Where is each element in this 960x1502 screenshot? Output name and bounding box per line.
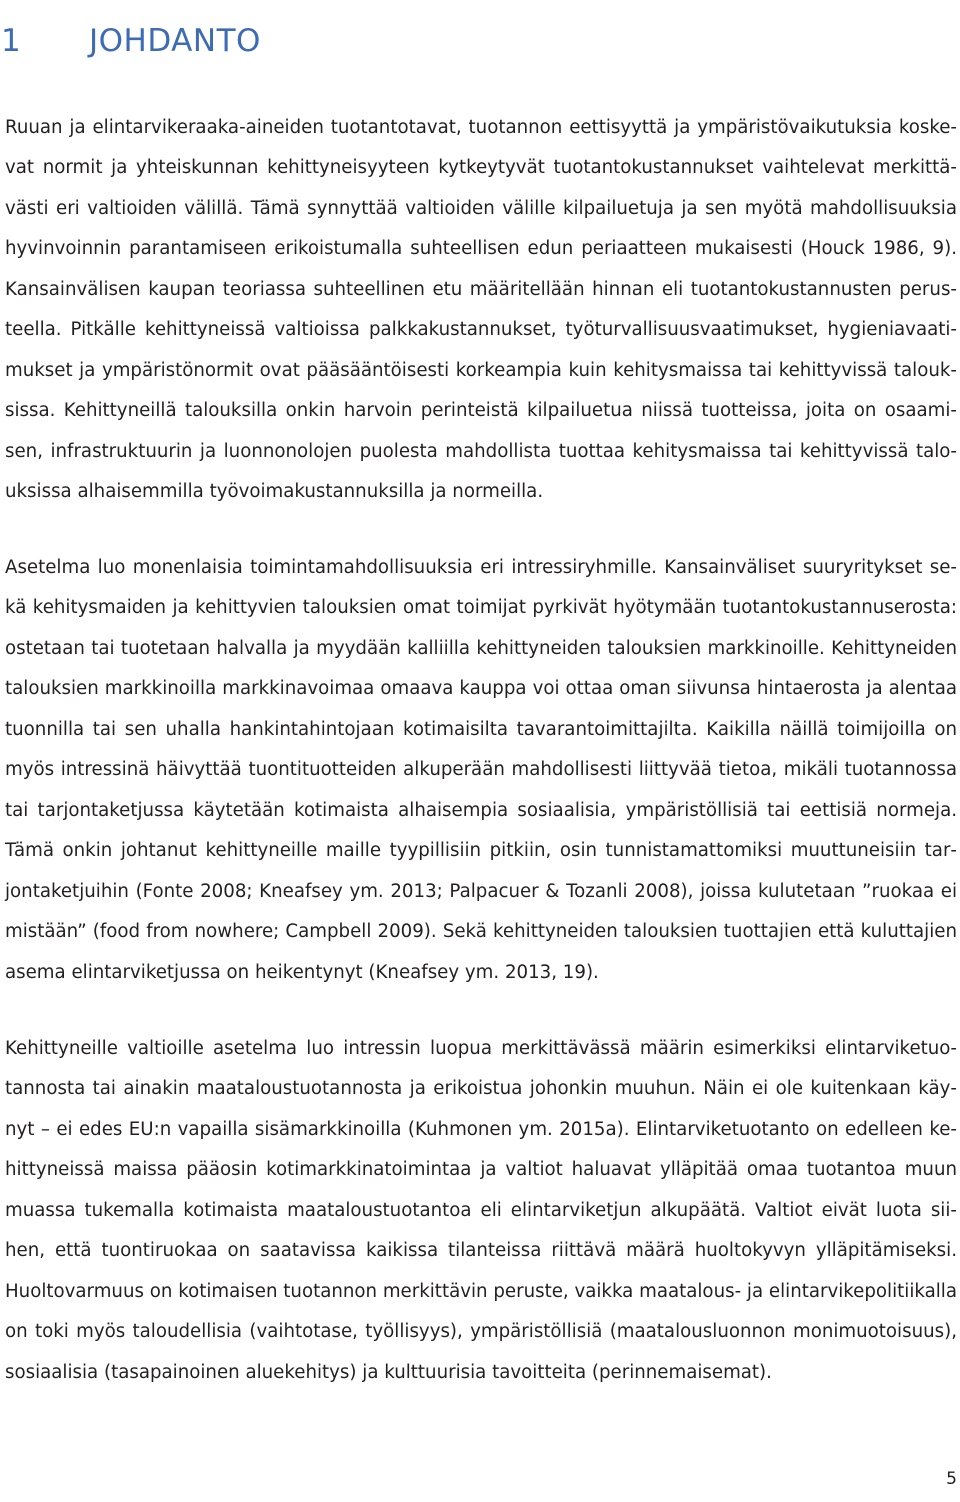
chapter-number: 1 — [1, 22, 22, 59]
chapter-heading — [0, 21, 261, 61]
chapter-title: JOHDANTO — [89, 22, 261, 59]
paragraph-1: Ruuan ja elintarvikeraaka-aineiden tuotantotavat, tuotannon eettisyyttä ja ympäristövaikutuksia koskevat normit ja yhteiskunnan kehittyneisyyteen kytkeytyvät tuotantokustannukset vaihtelevat merkittävästi eri valtioiden välillä. Tämä synnyttää valtioiden välille kilpailuetuja ja sen myötä mahdollisuuksia hyvinvoinnin parantamiseen erikoistumalla suhteellisen edun periaatteen mukaisesti (Houck 1986, 9). Kansainvälisen kaupan teoriassa suhteellinen etu määritellään hinnan eli tuotantokustannusten perusteella. Pitkälle kehittyneissä valtioissa palkkakustannukset, työturvallisuusvaatimukset, hygieniavaatimukset ja ympäristönormit ovat pääsääntöisesti korkeampia kuin kehitysmaissa tai kehittyvissä talouksissa. Kehittyneillä talouksilla onkin harvoin perinteistä kilpailuetua niissä tuotteissa, joita on osaamisen, infrastruktuurin ja luonnonolojen puolesta mahdollista tuottaa kehitysmaissa tai kehittyvissä talouksissa alhaisemmilla työvoimakustannuksilla ja normeilla. — [5, 117, 957, 503]
paragraph-2: Asetelma luo monenlaisia toimintamahdollisuuksia eri intressiryhmille. Kansainväliset suuryritykset sekä kehitysmaiden ja kehittyvien talouksien omat toimijat pyrkivät hyötymään tuotantokustannuserosta: ostetaan tai tuotetaan halvalla ja myydään kalliilla kehittyneiden talouksien markkinoille. Kehittyneiden talouksien markkinoilla markkinavoimaa omaava kauppa voi ottaa oman siivunsa hintaerosta ja alentaa tuonnilla tai sen uhalla hankintahintojaan kotimaisilta tavarantoimittajilta. Kaikilla näillä toimijoilla on myös intressinä häivyttää tuontituotteiden alkuperään mahdollisesti liittyvää tietoa, mikäli tuotannossa tai tarjontaketjussa käytetään kotimaista alhaisempia sosiaalisia, ympäristöllisiä tai eettisiä normeja. Tämä onkin johtanut kehittyneille maille tyypillisiin pitkiin, osin tunnistamattomiksi muuttuneisiin tarjontaketjuihin (Fonte 2008; Kneafsey ym. 2013; Palpacuer & Tozanli 2008), joissa kulutetaan ”ruokaa ei mistään” (food from nowhere; Campbell 2009). Sekä kehittyneiden talouksien tuottajien että kuluttajien asema elintarviketjussa on heikentynyt (Kneafsey ym. 2013, 19). — [5, 557, 957, 983]
page-number: 5 — [946, 1469, 957, 1489]
paragraph-3: Kehittyneille valtioille asetelma luo intressin luopua merkittävässä määrin esimerkiksi elintarviketuotannosta tai ainakin maataloustuotannosta ja erikoistua johonkin muuhun. Näin ei ole kuitenkaan käynyt – ei edes EU:n vapailla sisämarkkinoilla (Kuhmonen ym. 2015a). Elintarviketuotanto on edelleen kehittyneissä maissa pääosin kotimarkkinatoimintaa ja valtiot haluavat ylläpitää omaa tuotantoa muun muassa tukemalla kotimaista maataloustuotantoa eli elintarviketjun alkupäätä. Valtiot eivät luota siihen, että tuontiruokaa on saatavissa kaikissa tilanteissa riittävä määrä huoltokyvyn ylläpitämiseksi. Huoltovarmuus on kotimaisen tuotannon merkittävin peruste, vaikka maatalous- ja elintarvikepolitiikalla on toki myös taloudellisia (vaihtotase, työllisyys), ympäristöllisiä (maatalousluonnon monimuotoisuus), sosiaalisia (tasapainoinen aluekehitys) ja kulttuurisia tavoitteita (perinnemaisemat). — [5, 1038, 957, 1383]
